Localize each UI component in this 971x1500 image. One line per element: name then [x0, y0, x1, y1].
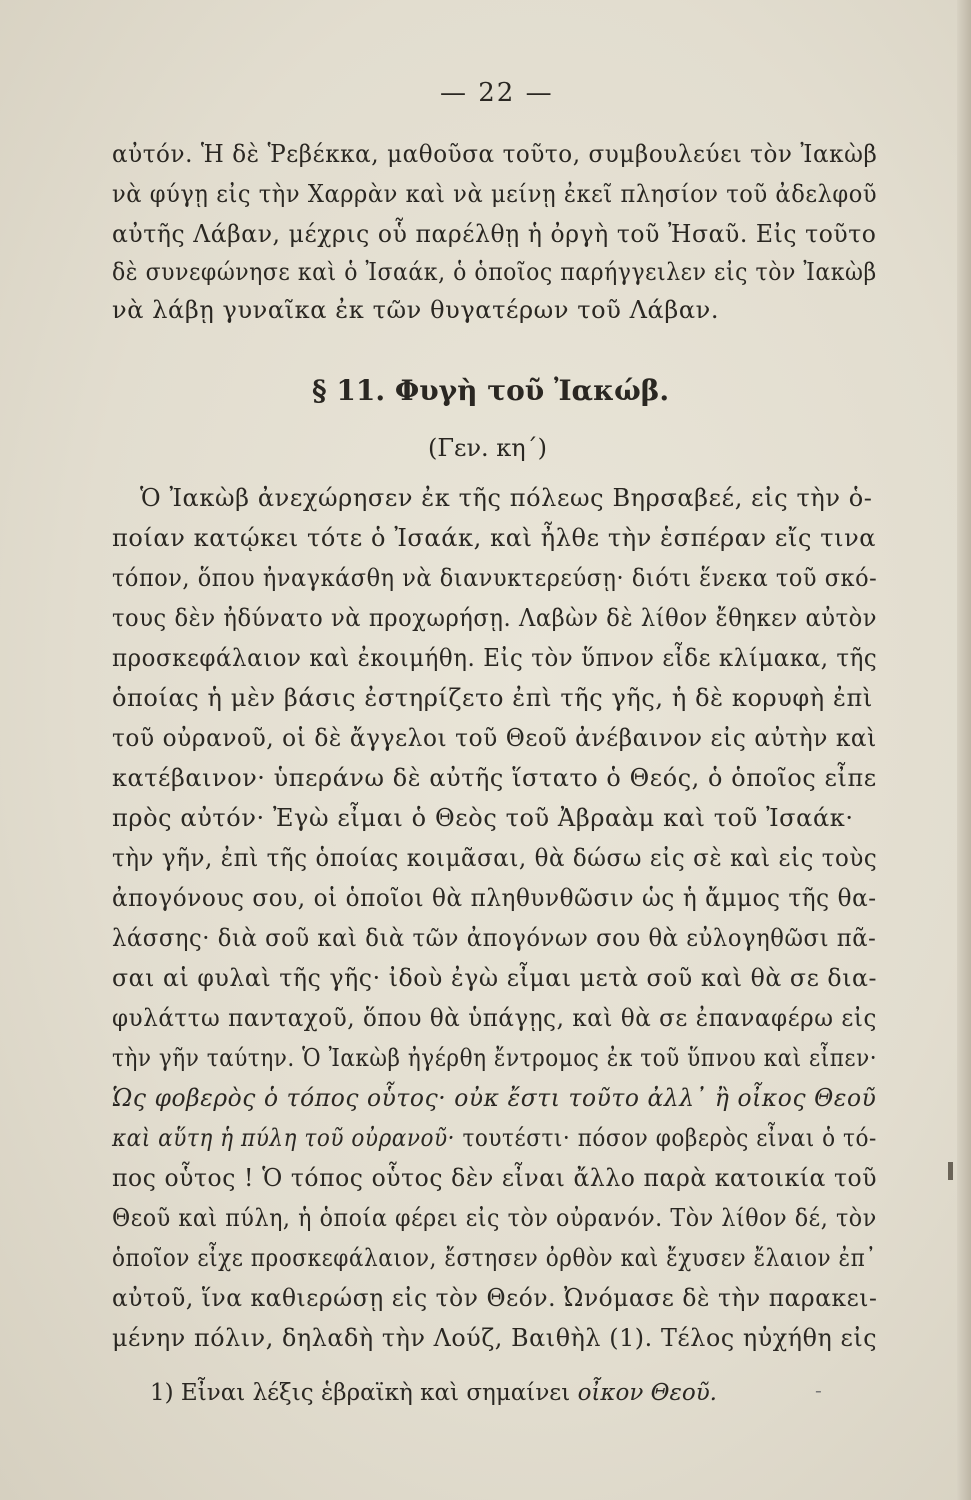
section-reference: (Γεν. κη΄) [428, 434, 548, 462]
footnote-italic-text: οἶκον Θεοῦ. [577, 1380, 717, 1406]
text-line: λάσσης· διὰ σοῦ καὶ διὰ τῶν ἀπογόνων σου θὰ εὐλογηθῶσι πᾶ- [112, 924, 877, 952]
text-line: πος οὗτος ! Ὁ τόπος οὗτος δὲν εἶναι ἄλλο παρὰ κατοικία τοῦ [112, 1164, 878, 1192]
text-line: ὁποῖον εἶχε προσκεφάλαιον, ἔστησεν ὀρθὸν καὶ ἔχυσεν ἔλαιον ἐπ᾽ [112, 1244, 877, 1272]
text-line: τοῦ οὐρανοῦ, οἱ δὲ ἄγγελοι τοῦ Θεοῦ ἀνέβαινον εἰς αὐτὴν καὶ [112, 724, 877, 752]
text-line: αὐτοῦ, ἵνα καθιερώσῃ εἰς τὸν Θεόν. Ὠνόμασε δὲ τὴν παρακει- [112, 1284, 878, 1312]
text-line: τὴν γῆν ταύτην. Ὁ Ἰακὼβ ἠγέρθη ἔντρομος ἐκ τοῦ ὕπνου καὶ εἶπεν· [112, 1044, 878, 1072]
text-line: ποίαν κατῴκει τότε ὁ Ἰσαάκ, καὶ ἦλθε τὴν ἑσπέραν εἴς τινα [112, 524, 877, 552]
margin-mark [948, 1162, 953, 1180]
text-line: τους δὲν ἠδύνατο νὰ προχωρήσῃ. Λαβὼν δὲ λίθον ἔθηκεν αὐτὸν [112, 604, 878, 632]
text-line: κατέβαινον· ὑπεράνω δὲ αὐτῆς ἵστατο ὁ Θεός, ὁ ὁποῖος εἶπε [112, 764, 877, 792]
text-line: νὰ λάβῃ γυναῖκα ἐκ τῶν θυγατέρων τοῦ Λάβαν. [112, 296, 720, 324]
text-line: προσκεφάλαιον καὶ ἐκοιμήθη. Εἰς τὸν ὕπνον εἶδε κλίμακα, τῆς [112, 644, 878, 672]
page-number: — 22 — [440, 78, 554, 108]
text-line: Θεοῦ καὶ πύλη, ἡ ὁποία φέρει εἰς τὸν οὐρανόν. Τὸν λίθον δέ, τὸν [112, 1204, 877, 1232]
footnote [150, 1380, 717, 1406]
text-line: φυλάττω πανταχοῦ, ὅπου θὰ ὑπάγῃς, καὶ θὰ σε ἐπαναφέρω εἰς [112, 1004, 877, 1032]
text-line: ἀπογόνους σου, οἱ ὁποῖοι θὰ πληθυνθῶσιν ὡς ἡ ἄμμος τῆς θα- [112, 884, 877, 912]
text-line: αὐτόν. Ἡ δὲ Ῥεβέκκα, μαθοῦσα τοῦτο, συμβουλεύει τὸν Ἰακὼβ [112, 140, 878, 168]
text-line: δὲ συνεφώνησε καὶ ὁ Ἰσαάκ, ὁ ὁποῖος παρήγγειλεν εἰς τὸν Ἰακὼβ [112, 258, 877, 286]
stray-mark: - [815, 1378, 822, 1402]
text-line: σαι αἱ φυλαὶ τῆς γῆς· ἰδοὺ ἐγὼ εἶμαι μετὰ σοῦ καὶ θὰ σε δια- [112, 964, 878, 992]
text-line: τόπον, ὅπου ἠναγκάσθη νὰ διανυκτερεύσῃ· διότι ἕνεκα τοῦ σκό- [112, 564, 878, 592]
text-line: μένην πόλιν, δηλαδὴ τὴν Λούζ, Βαιθὴλ (1). Τέλος ηὐχήθη εἰς [112, 1324, 878, 1352]
section-heading: § 11. Φυγὴ τοῦ Ἰακώβ. [312, 374, 670, 407]
footnote-text: 1) Εἶναι λέξις ἑβραϊκὴ καὶ σημαίνει [150, 1380, 578, 1406]
text-line: Ὁ Ἰακὼβ ἀνεχώρησεν ἐκ τῆς πόλεως Βηρσαβεέ, εἰς τὴν ὁ- [140, 484, 873, 512]
page-spine-edge [957, 0, 971, 1500]
text-line: τὴν γῆν, ἐπὶ τῆς ὁποίας κοιμᾶσαι, θὰ δώσω εἰς σὲ καὶ εἰς τοὺς [112, 844, 878, 872]
quote-italic: καὶ αὕτη ἡ πύλη τοῦ οὐρανοῦ· [112, 1124, 456, 1152]
quote-line [112, 1124, 877, 1152]
text-line: αὐτῆς Λάβαν, μέχρις οὗ παρέλθῃ ἡ ὀργὴ τοῦ Ἠσαῦ. Εἰς τοῦτο [112, 220, 877, 248]
text-line: πρὸς αὐτόν· Ἐγὼ εἶμαι ὁ Θεὸς τοῦ Ἀβραὰμ καὶ τοῦ Ἰσαάκ· [112, 804, 854, 832]
text-line: νὰ φύγῃ εἰς τὴν Χαρρὰν καὶ νὰ μείνῃ ἐκεῖ πλησίον τοῦ ἀδελφοῦ [112, 180, 878, 208]
quote-line: Ὡς φοβερὸς ὁ τόπος οὗτος· οὐκ ἔστι τοῦτο ἀλλ᾽ ἢ οἶκος Θεοῦ [112, 1084, 877, 1112]
text-line: ὁποίας ἡ μὲν βάσις ἐστηρίζετο ἐπὶ τῆς γῆς, ἡ δὲ κορυφὴ ἐπὶ [112, 684, 873, 712]
quote-rest: τουτέστι· πόσον φοβερὸς εἶναι ὁ τό- [455, 1124, 877, 1152]
